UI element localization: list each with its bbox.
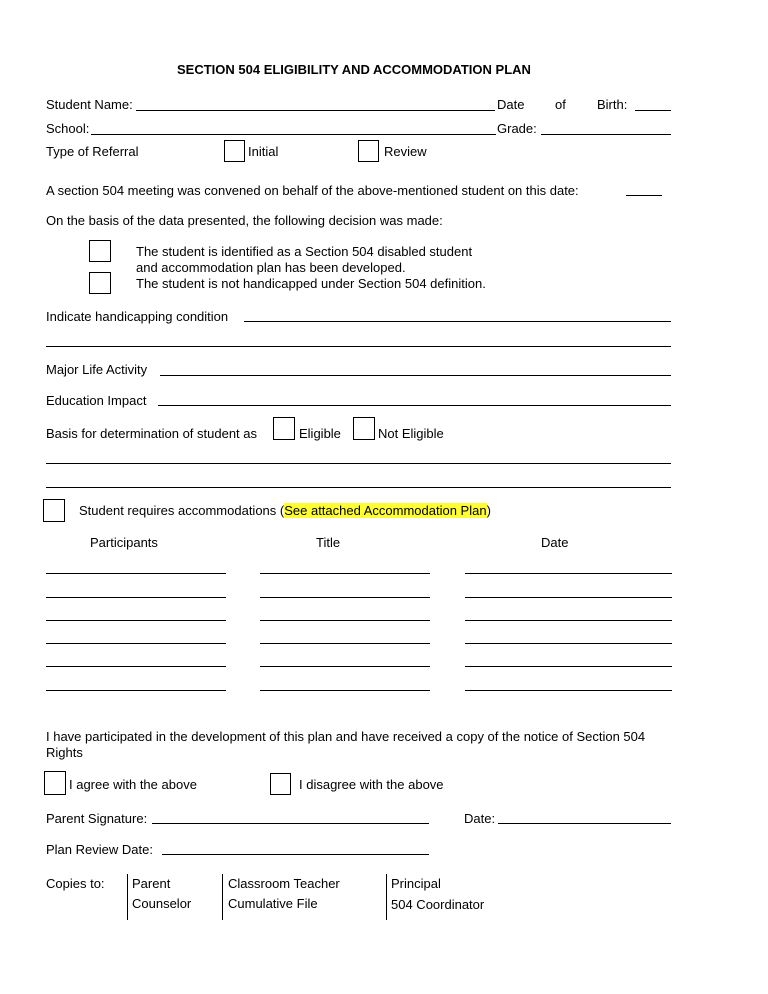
decision-option-2-checkbox[interactable] <box>89 272 111 294</box>
participant-name-field[interactable] <box>46 643 226 644</box>
education-impact-field[interactable] <box>158 405 671 406</box>
referral-initial-label: Initial <box>248 144 279 159</box>
major-life-label: Major Life Activity <box>46 362 148 377</box>
handicap-label: Indicate handicapping condition <box>46 309 229 324</box>
agree-checkbox[interactable] <box>44 771 66 795</box>
grade-field[interactable] <box>541 134 671 135</box>
parent-date-field[interactable] <box>498 823 671 824</box>
student-name-label: Student Name: <box>46 97 133 112</box>
accommodations-suffix: ) <box>486 503 491 518</box>
copy-classroom-teacher: Classroom Teacher <box>228 876 340 891</box>
accommodation-plan-highlight: See attached Accommodation Plan <box>284 503 487 518</box>
referral-initial-checkbox[interactable] <box>224 140 245 162</box>
basis-label: Basis for determination of student as <box>46 426 258 441</box>
copy-principal: Principal <box>391 876 441 891</box>
handicap-field-2[interactable] <box>46 346 671 347</box>
participant-date-field[interactable] <box>465 643 672 644</box>
parent-signature-field[interactable] <box>152 823 429 824</box>
parent-date-label: Date: <box>464 811 496 826</box>
disagree-checkbox[interactable] <box>270 773 291 795</box>
agree-label: I agree with the above <box>69 777 197 792</box>
participant-title-field[interactable] <box>260 620 430 621</box>
accommodations-text <box>79 503 491 518</box>
basis-field-2[interactable] <box>46 487 671 488</box>
dob-label-of: of <box>555 97 566 112</box>
statement-line2: Rights <box>46 745 83 760</box>
participant-title-field[interactable] <box>260 643 430 644</box>
participant-name-field[interactable] <box>46 597 226 598</box>
accommodations-prefix: Student requires accommodations ( <box>79 503 285 518</box>
decision-option-1-line2: and accommodation plan has been developed. <box>136 260 406 275</box>
participant-title-field[interactable] <box>260 666 430 667</box>
decision-text: On the basis of the data presented, the following decision was made: <box>46 213 443 228</box>
statement-line1: I have participated in the development of this plan and have received a copy of the notice of Section 504 <box>46 729 646 744</box>
participant-date-field[interactable] <box>465 620 672 621</box>
copy-cumulative-file: Cumulative File <box>228 896 318 911</box>
participant-date-field[interactable] <box>465 597 672 598</box>
meeting-date-field[interactable] <box>626 195 662 196</box>
title-header: Title <box>316 535 341 550</box>
plan-review-label: Plan Review Date: <box>46 842 153 857</box>
referral-label: Type of Referral <box>46 144 139 159</box>
disagree-label: I disagree with the above <box>299 777 444 792</box>
participant-title-field[interactable] <box>260 597 430 598</box>
participant-date-field[interactable] <box>465 573 672 574</box>
eligible-checkbox[interactable] <box>273 417 295 440</box>
date-header: Date <box>541 535 569 550</box>
copies-divider-1 <box>127 874 128 920</box>
meeting-text: A section 504 meeting was convened on behalf of the above-mentioned student on this date: <box>46 183 579 198</box>
school-label: School: <box>46 121 90 136</box>
handicap-field[interactable] <box>244 321 671 322</box>
copy-parent: Parent <box>132 876 171 891</box>
student-name-field[interactable] <box>136 110 495 111</box>
decision-option-1-line1: The student is identified as a Section 504 disabled student <box>136 244 473 259</box>
copies-divider-2 <box>222 874 223 920</box>
participant-name-field[interactable] <box>46 666 226 667</box>
participant-name-field[interactable] <box>46 690 226 691</box>
major-life-field[interactable] <box>160 375 671 376</box>
copy-504-coordinator: 504 Coordinator <box>391 897 485 912</box>
participant-title-field[interactable] <box>260 573 430 574</box>
participant-name-field[interactable] <box>46 573 226 574</box>
plan-review-field[interactable] <box>162 854 429 855</box>
participant-date-field[interactable] <box>465 690 672 691</box>
dob-field[interactable] <box>635 110 671 111</box>
education-impact-label: Education Impact <box>46 393 147 408</box>
dob-label-birth: Birth: <box>597 97 628 112</box>
copies-divider-3 <box>386 874 387 920</box>
parent-signature-label: Parent Signature: <box>46 811 148 826</box>
not-eligible-checkbox[interactable] <box>353 417 375 440</box>
participants-header: Participants <box>90 535 158 550</box>
eligible-label: Eligible <box>299 426 341 441</box>
participant-title-field[interactable] <box>260 690 430 691</box>
copy-counselor: Counselor <box>132 896 192 911</box>
decision-option-2: The student is not handicapped under Section 504 definition. <box>136 276 486 291</box>
referral-review-label: Review <box>384 144 427 159</box>
decision-option-1-checkbox[interactable] <box>89 240 111 262</box>
participant-date-field[interactable] <box>465 666 672 667</box>
basis-field-1[interactable] <box>46 463 671 464</box>
participant-name-field[interactable] <box>46 620 226 621</box>
grade-label: Grade: <box>497 121 537 136</box>
copies-label: Copies to: <box>46 876 105 891</box>
not-eligible-label: Not Eligible <box>378 426 444 441</box>
page-title: SECTION 504 ELIGIBILITY AND ACCOMMODATION PLAN <box>177 62 531 77</box>
school-field[interactable] <box>91 134 496 135</box>
dob-label-date: Date <box>497 97 525 112</box>
referral-review-checkbox[interactable] <box>358 140 379 162</box>
accommodations-checkbox[interactable] <box>43 499 65 522</box>
